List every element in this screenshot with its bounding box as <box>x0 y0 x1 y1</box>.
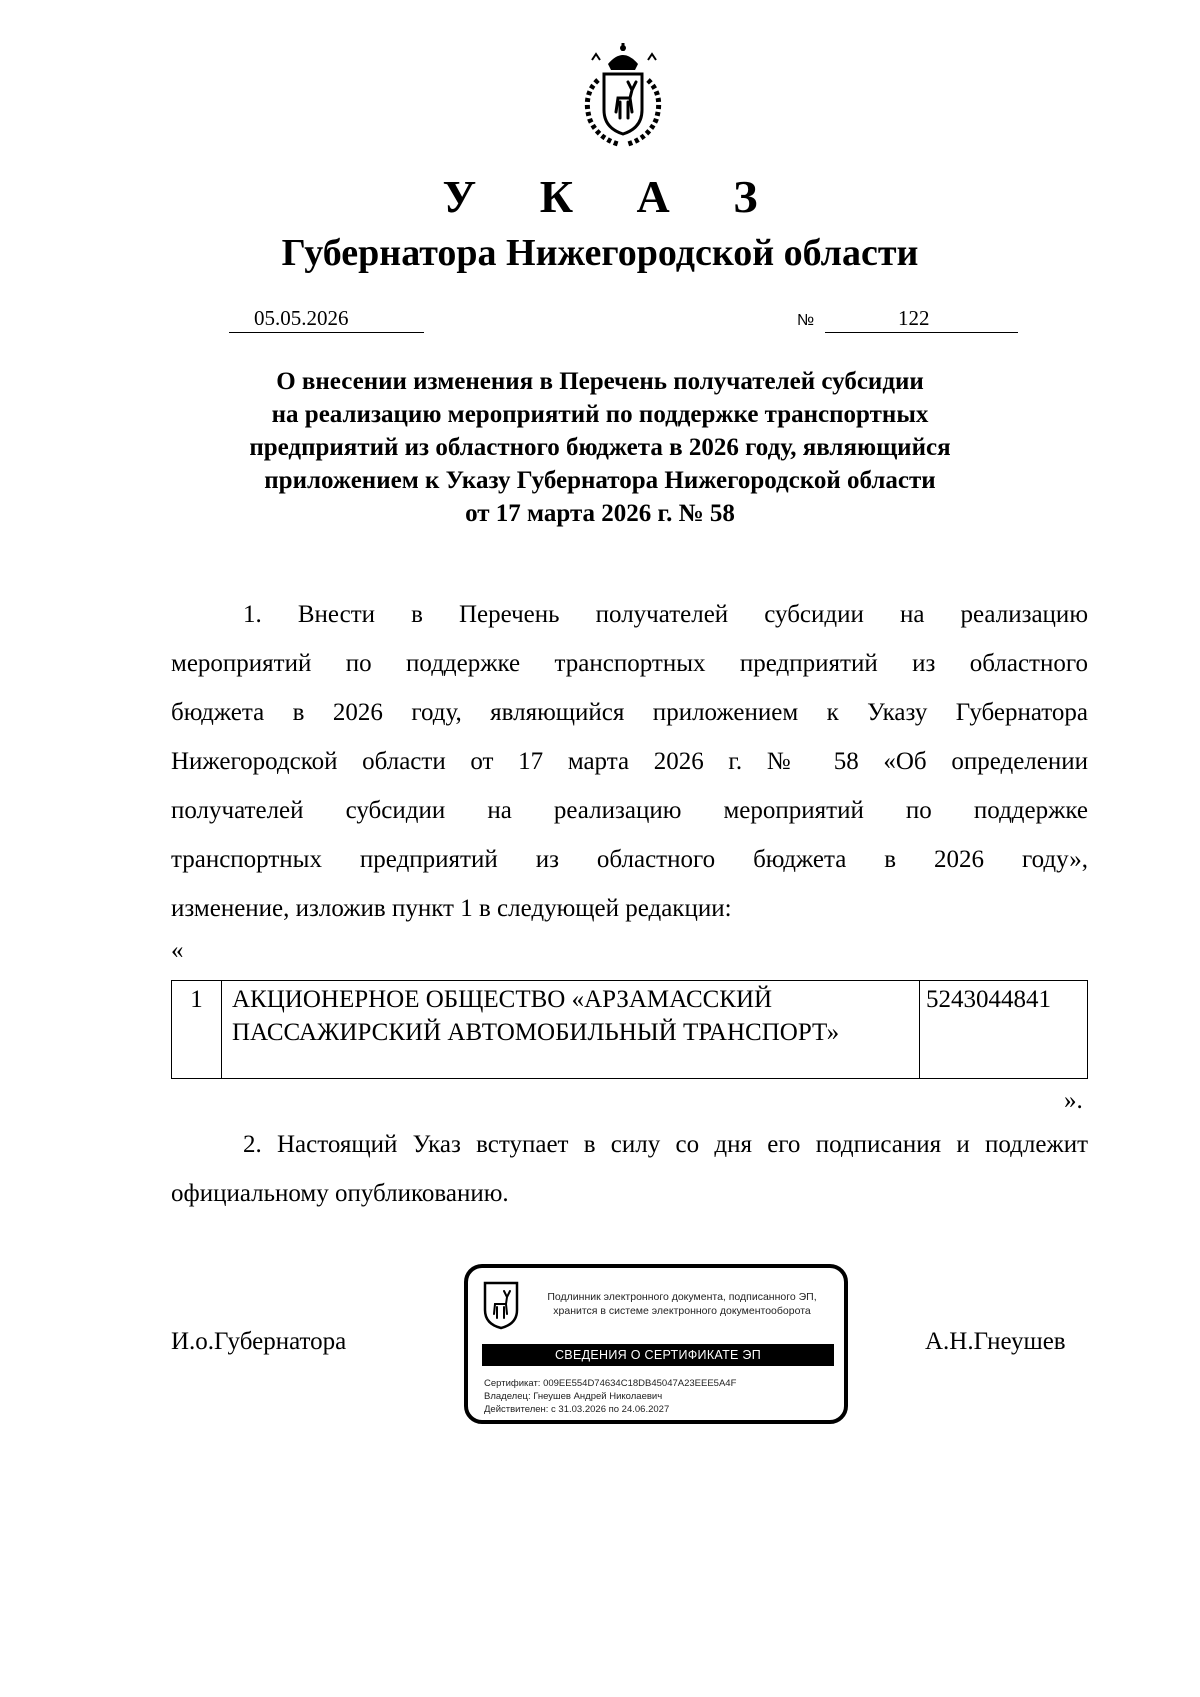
paragraph-line: транспортных предприятий из областного бюджета в 2026 году», <box>171 846 1088 873</box>
certificate-owner: Владелец: Гнеушев Андрей Николаевич <box>484 1391 663 1402</box>
paragraph-2 <box>171 1120 1088 1218</box>
certificate-validity: Действителен: с 31.03.2026 по 24.06.2027 <box>484 1404 670 1415</box>
issuer-title: Губернатора Нижегородской области <box>281 232 919 274</box>
paragraph-line: 1. Внести в Перечень получателей субсидии на реализацию <box>243 601 1088 628</box>
paragraph-line: официальному опубликованию. <box>171 1180 509 1207</box>
coat-of-arms-emblem <box>568 40 678 150</box>
document-date: 05.05.2026 <box>254 306 349 330</box>
signatory-position: И.о.Губернатора <box>171 1328 347 1355</box>
document-type-title: У К А З <box>442 171 784 222</box>
paragraph-line: мероприятий по поддержке транспортных предприятий из областного <box>171 650 1088 677</box>
document-number: 122 <box>898 306 930 330</box>
recipients-table <box>171 980 1088 1079</box>
electronic-signature-stamp <box>464 1264 848 1424</box>
opening-quote: « <box>171 937 184 964</box>
stamp-note-line: хранится в системе электронного документооборота <box>553 1305 811 1317</box>
signatory-name: А.Н.Гнеушев <box>925 1328 1066 1355</box>
date-underline <box>229 332 424 333</box>
heading-line: предприятий из областного бюджета в 2026 году, являющийся <box>249 434 951 461</box>
paragraph-line: получателей субсидии на реализацию мероприятий по поддержке <box>171 797 1088 824</box>
certificate-details <box>484 1377 736 1416</box>
paragraph-line: изменение, изложив пункт 1 в следующей редакции: <box>171 895 732 922</box>
certificate-id: Сертификат: 009EE554D74634C18DB45047A23EEE5A4F <box>484 1378 737 1389</box>
paragraph-line: 2. Настоящий Указ вступает в силу со дня его подписания и подлежит <box>243 1131 1088 1158</box>
table-row <box>172 981 1088 1079</box>
inn-cell: 5243044841 <box>920 981 1088 1079</box>
document-heading <box>150 365 1050 530</box>
row-number-cell: 1 <box>172 981 222 1079</box>
organization-name-cell: АКЦИОНЕРНОЕ ОБЩЕСТВО «АРЗАМАССКИЙ ПАССАЖИРСКИЙ АВТОМОБИЛЬНЫЙ ТРАНСПОРТ» <box>222 981 920 1079</box>
heading-line: приложением к Указу Губернатора Нижегородской области <box>264 467 936 494</box>
heading-line: О внесении изменения в Перечень получателей субсидии <box>276 368 924 395</box>
paragraph-line: Нижегородской области от 17 марта 2026 г. № 58 «Об определении <box>171 748 1088 775</box>
stamp-note <box>532 1290 832 1318</box>
heading-line: на реализацию мероприятий по поддержке транспортных <box>271 401 929 428</box>
stamp-title-bar: СВЕДЕНИЯ О СЕРТИФИКАТЕ ЭП <box>482 1344 834 1366</box>
number-underline <box>825 332 1018 333</box>
stamp-note-line: Подлинник электронного документа, подписанного ЭП, <box>547 1291 817 1303</box>
paragraph-line: бюджета в 2026 году, являющийся приложением к Указу Губернатора <box>171 699 1088 726</box>
stag-shield-icon <box>482 1280 520 1330</box>
heading-line: от 17 марта 2026 г. № 58 <box>465 500 735 527</box>
paragraph-1 <box>171 590 1088 933</box>
number-sign: № <box>797 312 815 329</box>
closing-quote: ». <box>1064 1087 1083 1114</box>
